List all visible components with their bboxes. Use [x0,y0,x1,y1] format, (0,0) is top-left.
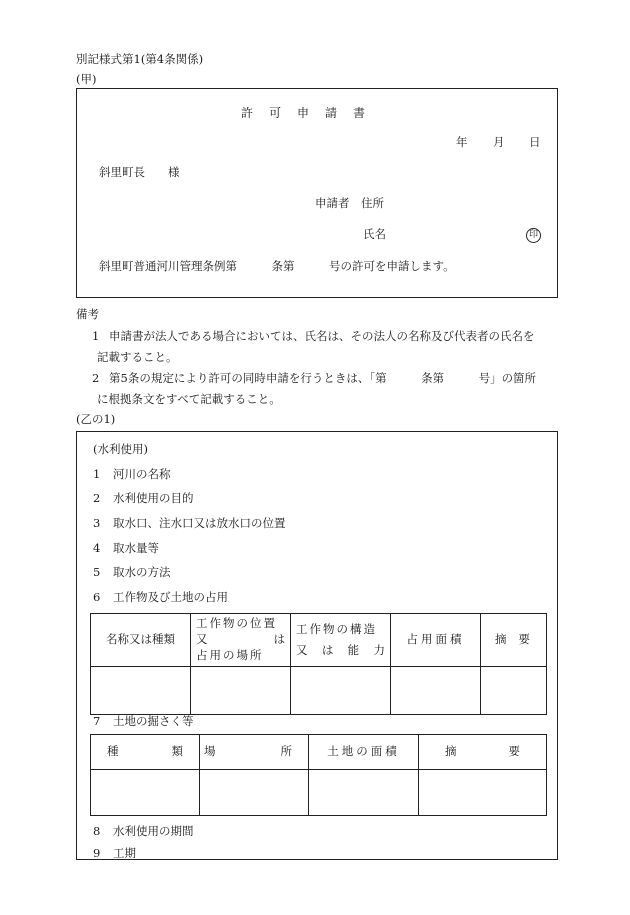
item-4-label: 取水量等 [113,541,159,555]
part-b-box [76,431,558,860]
col-type: 種 類 [91,735,200,770]
notes-heading: 備考 [76,307,99,321]
item-4-number: 4 [93,541,101,555]
applicant-name-label: 氏名 [363,227,386,241]
table-cell[interactable] [291,666,391,714]
note-1-line2: 記載すること。 [97,350,178,364]
date-day: 日 [529,135,541,149]
item-7-label: 土地の掘さく等 [113,714,194,728]
col-location: 場 所 [200,735,309,770]
part-b-label: (乙の1) [76,412,116,426]
category-label: (水利使用) [93,442,148,456]
date-year: 年 [456,135,468,149]
applicant-address-label: 申請者 住所 [315,196,384,210]
item-5-number: 5 [93,565,101,579]
table-cell[interactable] [191,666,291,714]
table-cell[interactable] [481,666,547,714]
item-9-label: 工期 [113,846,136,860]
date-month: 月 [493,135,505,149]
note-2-line1: 第5条の規定により許可の同時申請を行うときは、「第 条第 号」の箇所 [109,371,537,385]
item-6-number: 6 [93,590,101,604]
note-2-line2: に根拠条文をすべて記載すること。 [97,392,281,406]
table-row [91,770,547,816]
form-label: 別記様式第1(第4条関係) [76,52,204,66]
col-structure-location: 工作物の位置 又 は 占用の場所 [191,614,291,667]
application-statement: 斜里町普通河川管理条例第 条第 号の許可を申請します。 [99,259,455,273]
page-title: 許 可 申 請 書 [241,106,368,120]
item-3-number: 3 [93,516,101,530]
col-land-area: 土地の面積 [309,735,419,770]
addressee: 斜里町長 様 [99,165,180,179]
table-cell[interactable] [91,666,191,714]
note-1-number: 1 [92,329,100,343]
item-8-label: 水利使用の期間 [113,824,194,838]
item-6-label: 工作物及び土地の占用 [113,590,228,604]
table-cell[interactable] [419,770,547,816]
table-header-row [91,735,547,770]
item-3-label: 取水口、注水口又は放水口の位置 [113,516,286,530]
item-2-label: 水利使用の目的 [113,491,194,505]
item-9-number: 9 [93,846,101,860]
col-occupied-area: 占用面積 [391,614,481,667]
table-cell[interactable] [200,770,309,816]
part-a-label: (甲) [76,72,97,86]
note-2-number: 2 [92,371,100,385]
col-name-or-type: 名称又は種類 [91,614,191,667]
col-summary: 摘要 [481,614,547,667]
seal-icon: 印 [526,228,541,243]
table-cell[interactable] [91,770,200,816]
item-1-number: 1 [93,467,101,481]
item-7-number: 7 [93,714,101,728]
table-cell[interactable] [309,770,419,816]
col-structure-capacity: 工作物の構造 又 は 能 力 [291,614,391,667]
col-summary: 摘 要 [419,735,547,770]
table-cell[interactable] [391,666,481,714]
item-5-label: 取水の方法 [113,565,171,579]
note-1-line1: 申請書が法人である場合においては、氏名は、その法人の名称及び代表者の氏名を [109,329,535,343]
table-row [91,666,547,714]
item-8-number: 8 [93,824,101,838]
occupancy-table [90,613,547,715]
excavation-table [90,734,547,816]
table-header-row [91,614,547,667]
application-box [76,88,558,298]
item-2-number: 2 [93,491,101,505]
item-1-label: 河川の名称 [113,467,171,481]
